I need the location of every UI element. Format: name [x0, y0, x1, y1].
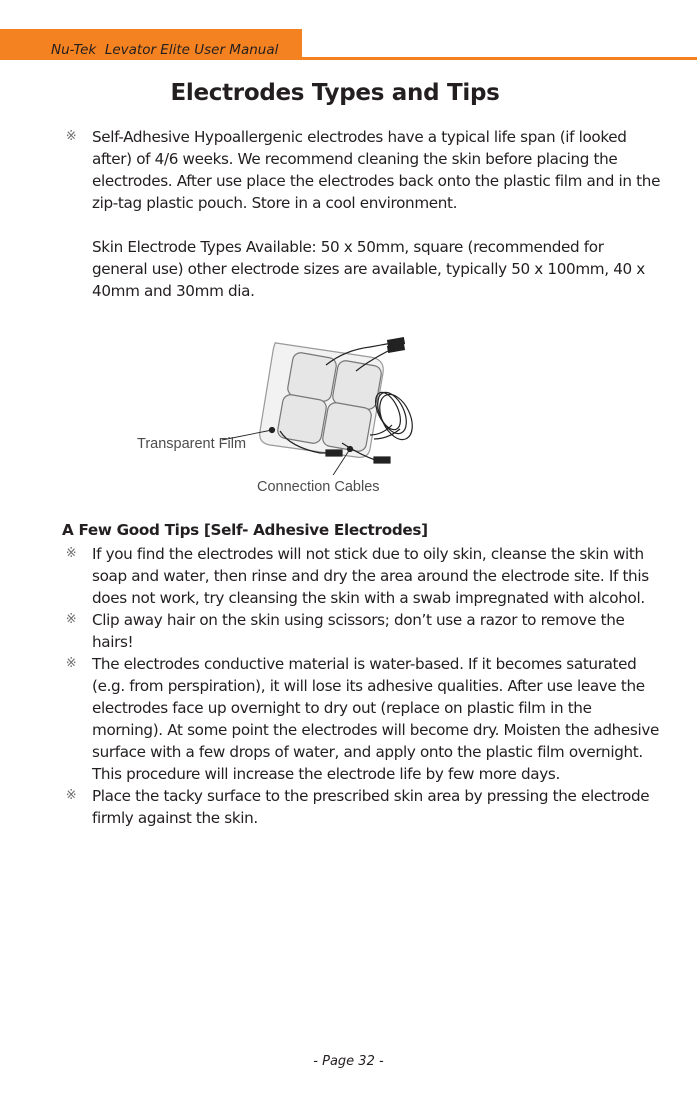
intro-paragraph-2: Skin Electrode Types Available: 50 x 50mm, square (recommended for general use) other electrode sizes are available, typically 50 x 100mm, 40 x 40mm and 30mm dia.	[92, 238, 645, 300]
electrode-figure	[130, 325, 430, 479]
page-number: - Page 32 -	[313, 1054, 384, 1069]
tips-list	[65, 543, 662, 829]
page-title: Electrodes Types and Tips	[170, 80, 500, 106]
reference-mark-icon: ※	[65, 788, 77, 803]
reference-mark-icon: ※	[65, 546, 77, 561]
reference-mark-icon: ※	[65, 612, 77, 627]
figure-label-connection-cables: Connection Cables	[257, 479, 380, 495]
reference-mark-icon: ※	[65, 656, 77, 671]
tips-heading: A Few Good Tips [Self- Adhesive Electrodes]	[62, 521, 428, 539]
tip-item: ※ Clip away hair on the skin using scissors; don’t use a razor to remove the hairs!	[92, 609, 662, 653]
figure-label-transparent-film: Transparent Film	[137, 436, 247, 452]
electrode-illustration	[130, 325, 430, 475]
header-rule	[302, 57, 697, 60]
intro-block	[65, 126, 662, 302]
reference-mark-icon: ※	[65, 129, 77, 144]
intro-paragraph-1: ※ Self-Adhesive Hypoallergenic electrodes have a typical life span (if looked after) of 4/6 weeks. We recommend cleaning the skin before placing the electrodes. After use place the electrodes back onto the plastic film and in the zip-tag plastic pouch. Store in a cool environment.	[92, 126, 662, 214]
tip-item: ※ The electrodes conductive material is water-based. If it becomes saturated (e.g. from perspiration), it will lose its adhesive qualities. After use leave the electrodes face up overnight to dry out (replace on plastic film in the morning). At some point the electrodes will become dry. Moisten the adhesive surface with a few drops of water, and apply onto the plastic film overnight. This procedure will increase the electrode life by few more days.	[92, 653, 662, 785]
tip-item: ※ If you find the electrodes will not stick due to oily skin, cleanse the skin with soap and water, then rinse and dry the area around the electrode site. If this does not work, try cleansing the skin with a swab impregnated with alcohol.	[92, 543, 662, 609]
running-header: Nu-Tek Levator Elite User Manual	[51, 42, 279, 58]
tip-item: ※ Place the tacky surface to the prescribed skin area by pressing the electrode firmly against the skin.	[92, 785, 662, 829]
